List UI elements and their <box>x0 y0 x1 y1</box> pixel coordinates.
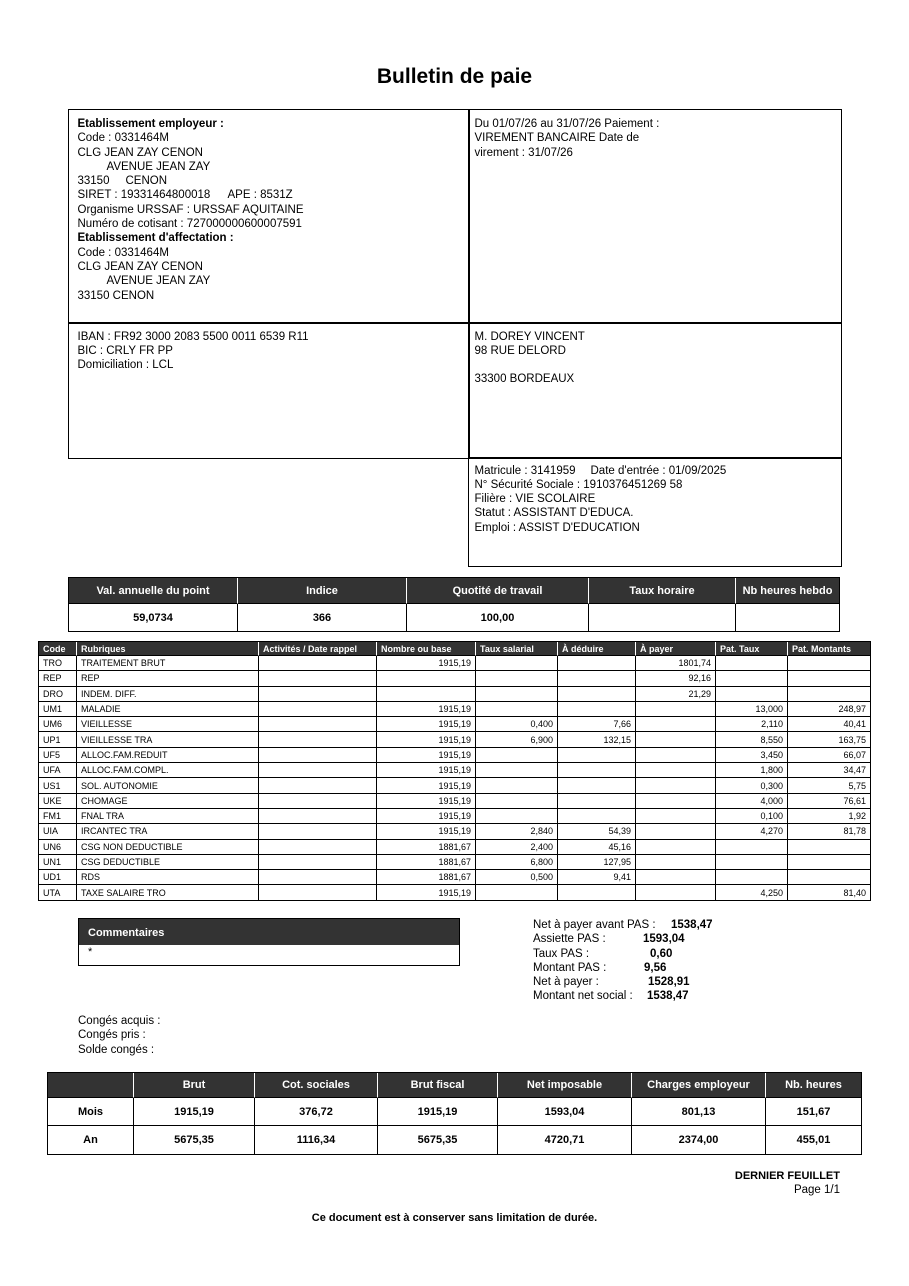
summary-header-cell: Brut fiscal <box>378 1073 498 1098</box>
a-deduire-cell <box>558 885 636 900</box>
pat-montant-cell: 5,75 <box>788 778 871 793</box>
employer-siret: SIRET : 19331464800018 <box>77 189 211 202</box>
pat-montant-cell <box>788 687 871 702</box>
taux-salarial-header: Taux salarial <box>476 642 558 656</box>
a-payer-cell <box>636 809 716 824</box>
leave-line: Congés pris : <box>78 1029 146 1042</box>
employer-name: CLG JEAN ZAY CENON <box>77 146 203 159</box>
leave-block <box>78 1014 160 1057</box>
a-deduire-cell: 132,15 <box>558 732 636 747</box>
a-payer-cell: 21,29 <box>636 687 716 702</box>
summary-row-label: Mois <box>48 1098 134 1126</box>
net-line <box>533 947 773 961</box>
summary-table <box>47 1072 862 1155</box>
activite-cell <box>259 855 377 870</box>
a-payer-cell <box>636 840 716 855</box>
rubrique-cell: FNAL TRA <box>77 809 259 824</box>
code-cell: UFA <box>39 763 77 778</box>
a-payer-cell: 1801,74 <box>636 656 716 671</box>
taux-salarial-cell <box>476 763 558 778</box>
base-cell: 1915,19 <box>377 702 476 717</box>
employee-name: M. DOREY VINCENT <box>474 330 585 343</box>
period-line: VIREMENT BANCAIRE Date de <box>474 132 640 145</box>
activite-cell <box>259 794 377 809</box>
a-deduire-cell <box>558 702 636 717</box>
a-payer-cell <box>636 748 716 763</box>
summary-value-cell: 4720,71 <box>498 1126 632 1155</box>
base-cell: 1915,19 <box>377 794 476 809</box>
taux-salarial-cell: 2,840 <box>476 824 558 839</box>
employer-box <box>68 109 470 324</box>
summary-value-cell: 1593,04 <box>498 1098 632 1126</box>
assignment-name: CLG JEAN ZAY CENON <box>77 260 203 273</box>
pat-montant-cell: 1,92 <box>788 809 871 824</box>
code-cell: REP <box>39 671 77 686</box>
base-cell: 1915,19 <box>377 732 476 747</box>
indices-header-cell: Val. annuelle du point <box>69 578 238 604</box>
payroll-row <box>39 702 871 717</box>
pat-taux-cell: 2,110 <box>716 717 788 732</box>
base-cell <box>377 687 476 702</box>
pat-taux-cell: 1,800 <box>716 763 788 778</box>
payroll-row <box>39 855 871 870</box>
entry-date: Date d'entrée : 01/09/2025 <box>590 464 727 477</box>
pat-montant-header: Pat. Montants <box>788 642 871 656</box>
iban: IBAN : FR92 3000 2083 5500 0011 6539 R11 <box>77 330 309 343</box>
summary-row <box>48 1126 862 1155</box>
net-line <box>533 918 773 932</box>
activite-cell <box>259 778 377 793</box>
activite-cell <box>259 763 377 778</box>
summary-table-body <box>48 1098 862 1155</box>
pat-montant-cell: 81,78 <box>788 824 871 839</box>
a-deduire-cell: 54,39 <box>558 824 636 839</box>
indices-header-cell: Quotité de travail <box>407 578 589 604</box>
code-cell: UD1 <box>39 870 77 885</box>
payroll-row <box>39 732 871 747</box>
activite-cell <box>259 748 377 763</box>
summary-value-cell: 376,72 <box>255 1098 378 1126</box>
net-value: 1593,04 <box>643 933 685 946</box>
code-cell: UKE <box>39 794 77 809</box>
code-cell: US1 <box>39 778 77 793</box>
a-payer-cell <box>636 732 716 747</box>
activite-cell <box>259 809 377 824</box>
activite-cell <box>259 702 377 717</box>
taux-salarial-cell: 2,400 <box>476 840 558 855</box>
indices-table <box>68 577 840 632</box>
pat-montant-cell <box>788 870 871 885</box>
a-deduire-cell <box>558 763 636 778</box>
activite-cell <box>259 824 377 839</box>
pat-montant-cell <box>788 840 871 855</box>
activite-cell <box>259 840 377 855</box>
indices-value-cell: 59,0734 <box>69 604 238 632</box>
payroll-row <box>39 671 871 686</box>
net-value: 0,60 <box>650 947 673 960</box>
a-payer-cell <box>636 702 716 717</box>
summary-row <box>48 1098 862 1126</box>
activite-cell <box>259 687 377 702</box>
a-deduire-cell: 7,66 <box>558 717 636 732</box>
leave-line: Congés acquis : <box>78 1015 161 1027</box>
employer-street: AVENUE JEAN ZAY <box>106 160 211 173</box>
payroll-row <box>39 687 871 702</box>
summary-header-cell: Brut <box>134 1073 255 1098</box>
assignment-code: Code : 0331464M <box>77 246 169 259</box>
a-deduire-cell: 127,95 <box>558 855 636 870</box>
indices-value-cell <box>589 604 736 632</box>
employer-heading: Etablissement employeur : <box>77 118 224 130</box>
taux-salarial-cell <box>476 702 558 717</box>
matricule-line <box>475 464 841 478</box>
net-value: 1538,47 <box>671 919 713 931</box>
a-deduire-cell <box>558 809 636 824</box>
indices-value-cell: 366 <box>238 604 407 632</box>
pat-taux-cell <box>716 870 788 885</box>
summary-value-cell: 5675,35 <box>378 1126 498 1155</box>
taux-salarial-cell <box>476 885 558 900</box>
assignment-heading: Etablissement d'affectation : <box>77 232 234 245</box>
a-deduire-header: À déduire <box>558 642 636 656</box>
payroll-row <box>39 870 871 885</box>
employment-details-box <box>468 457 842 567</box>
code-cell: FM1 <box>39 809 77 824</box>
base-cell: 1915,19 <box>377 656 476 671</box>
base-cell: 1915,19 <box>377 809 476 824</box>
rubrique-cell: CHOMAGE <box>77 794 259 809</box>
activite-cell <box>259 717 377 732</box>
taux-salarial-cell: 0,500 <box>476 870 558 885</box>
a-payer-cell <box>636 824 716 839</box>
net-label: Net à payer : <box>533 976 599 989</box>
summary-value-cell: 151,67 <box>766 1098 862 1126</box>
indices-header-row <box>69 578 840 604</box>
taux-salarial-cell <box>476 778 558 793</box>
rubrique-cell: TRAITEMENT BRUT <box>77 656 259 671</box>
statut: Statut : ASSISTANT D'EDUCA. <box>474 507 634 520</box>
code-cell: UIA <box>39 824 77 839</box>
last-sheet-label: DERNIER FEUILLET <box>734 1170 840 1182</box>
pat-montant-cell: 81,40 <box>788 885 871 900</box>
social-security-number: N° Sécurité Sociale : 1910376451269 58 <box>474 478 683 491</box>
pat-taux-cell <box>716 855 788 870</box>
payroll-row <box>39 656 871 671</box>
payroll-lines-table <box>38 641 871 901</box>
rubrique-cell: VIEILLESSE TRA <box>77 732 259 747</box>
indices-table-body <box>69 604 840 632</box>
bic: BIC : CRLY FR PP <box>77 344 173 357</box>
employer-code: Code : 0331464M <box>77 132 169 145</box>
base-cell: 1915,19 <box>377 885 476 900</box>
summary-value-cell: 5675,35 <box>134 1126 255 1155</box>
filiere: Filière : VIE SCOLAIRE <box>474 493 596 506</box>
payment-period-text <box>475 117 841 160</box>
rubrique-cell: CSG NON DEDUCTIBLE <box>77 840 259 855</box>
net-label: Montant net social : <box>533 990 633 1003</box>
code-cell: UTA <box>39 885 77 900</box>
rubrique-cell: ALLOC.FAM.COMPL. <box>77 763 259 778</box>
activite-cell <box>259 870 377 885</box>
employer-city-line <box>78 174 469 188</box>
payroll-row <box>39 794 871 809</box>
code-header: Code <box>39 642 77 656</box>
pat-taux-cell: 8,550 <box>716 732 788 747</box>
base-cell: 1915,19 <box>377 717 476 732</box>
a-deduire-cell <box>558 671 636 686</box>
rubrique-cell: MALADIE <box>77 702 259 717</box>
a-payer-cell <box>636 778 716 793</box>
payroll-row <box>39 840 871 855</box>
a-payer-cell <box>636 855 716 870</box>
a-deduire-cell: 9,41 <box>558 870 636 885</box>
pat-montant-cell <box>788 855 871 870</box>
a-payer-header: À payer <box>636 642 716 656</box>
net-value: 1538,47 <box>647 990 689 1003</box>
employer-urssaf: Organisme URSSAF : URSSAF AQUITAINE <box>77 203 304 216</box>
pat-taux-cell <box>716 840 788 855</box>
payroll-row <box>39 809 871 824</box>
pat-taux-cell <box>716 687 788 702</box>
code-cell: UF5 <box>39 748 77 763</box>
pat-montant-cell: 248,97 <box>788 702 871 717</box>
net-label: Taux PAS : <box>533 947 590 960</box>
rubrique-cell: VIEILLESSE <box>77 717 259 732</box>
document-title: Bulletin de paie <box>376 65 533 88</box>
indices-value-cell: 100,00 <box>407 604 589 632</box>
net-line <box>533 975 773 989</box>
pat-taux-cell <box>716 671 788 686</box>
payroll-row <box>39 748 871 763</box>
payroll-table-head <box>39 642 871 656</box>
a-deduire-cell <box>558 748 636 763</box>
base-cell: 1915,19 <box>377 824 476 839</box>
leave-line: Solde congés : <box>78 1043 155 1056</box>
net-label: Net à payer avant PAS : <box>533 919 656 931</box>
base-header: Nombre ou base <box>377 642 476 656</box>
employee-street: 98 RUE DELORD <box>474 344 566 357</box>
indices-header-cell: Indice <box>238 578 407 604</box>
payroll-row <box>39 824 871 839</box>
indices-header-cell: Taux horaire <box>589 578 736 604</box>
employer-ape: APE : 8531Z <box>227 189 293 202</box>
base-cell: 1915,19 <box>377 748 476 763</box>
base-cell: 1915,19 <box>377 763 476 778</box>
pat-taux-cell: 0,100 <box>716 809 788 824</box>
activite-cell <box>259 732 377 747</box>
net-label: Assiette PAS : <box>533 933 606 946</box>
taux-salarial-cell <box>476 687 558 702</box>
pat-montant-cell: 163,75 <box>788 732 871 747</box>
indices-value-cell <box>736 604 840 632</box>
pat-taux-cell: 13,000 <box>716 702 788 717</box>
rubrique-cell: RDS <box>77 870 259 885</box>
comments-box <box>78 918 460 966</box>
net-value: 1528,91 <box>648 976 690 989</box>
taux-salarial-cell: 6,900 <box>476 732 558 747</box>
code-cell: DRO <box>39 687 77 702</box>
payroll-row <box>39 717 871 732</box>
base-cell: 1881,67 <box>377 840 476 855</box>
period-line: Du 01/07/26 au 31/07/26 Paiement : <box>474 118 660 130</box>
taux-salarial-cell: 6,800 <box>476 855 558 870</box>
pat-taux-cell: 0,300 <box>716 778 788 793</box>
activite-cell <box>259 656 377 671</box>
summary-value-cell: 2374,00 <box>632 1126 766 1155</box>
assignment-city: 33150 CENON <box>77 289 155 302</box>
net-pay-block <box>533 918 773 1004</box>
summary-value-cell: 1915,19 <box>378 1098 498 1126</box>
employee-city: 33300 BORDEAUX <box>474 373 575 386</box>
summary-value-cell: 801,13 <box>632 1098 766 1126</box>
indices-header-cell: Nb heures hebdo <box>736 578 840 604</box>
pat-taux-cell: 4,270 <box>716 824 788 839</box>
pat-taux-cell <box>716 656 788 671</box>
a-deduire-cell <box>558 794 636 809</box>
matricule: Matricule : 3141959 <box>474 464 576 477</box>
summary-row-label: An <box>48 1126 134 1155</box>
bank-domiciliation: Domiciliation : LCL <box>77 359 174 372</box>
activite-header: Activités / Date rappel <box>259 642 377 656</box>
summary-corner-header <box>48 1073 134 1098</box>
net-line <box>533 961 773 975</box>
employer-town: CENON <box>125 175 168 188</box>
net-value: 9,56 <box>644 961 667 974</box>
code-cell: UN6 <box>39 840 77 855</box>
pat-taux-cell: 3,450 <box>716 748 788 763</box>
indices-table-head <box>69 578 840 604</box>
summary-table-head <box>48 1073 862 1098</box>
payroll-row <box>39 778 871 793</box>
pat-taux-cell: 4,000 <box>716 794 788 809</box>
rubrique-cell: SOL. AUTONOMIE <box>77 778 259 793</box>
pat-montant-cell: 40,41 <box>788 717 871 732</box>
rubrique-cell: CSG DEDUCTIBLE <box>77 855 259 870</box>
pat-taux-cell: 4,250 <box>716 885 788 900</box>
employee-address-box <box>468 322 842 459</box>
summary-header-row <box>48 1073 862 1098</box>
base-cell: 1881,67 <box>377 870 476 885</box>
payroll-table-body <box>39 656 871 901</box>
pat-montant-cell: 66,07 <box>788 748 871 763</box>
summary-value-cell: 455,01 <box>766 1126 862 1155</box>
taux-salarial-cell <box>476 794 558 809</box>
employer-postal-code: 33150 <box>77 175 110 188</box>
net-line <box>533 989 773 1003</box>
summary-header-cell: Nb. heures <box>766 1073 862 1098</box>
pat-taux-header: Pat. Taux <box>716 642 788 656</box>
summary-value-cell: 1116,34 <box>255 1126 378 1155</box>
code-cell: UP1 <box>39 732 77 747</box>
page-number: Page 1/1 <box>793 1184 840 1196</box>
base-cell <box>377 671 476 686</box>
comments-text: * <box>88 946 93 958</box>
emploi: Emploi : ASSIST D'EDUCATION <box>474 521 640 534</box>
base-cell: 1881,67 <box>377 855 476 870</box>
payment-period-box <box>468 109 842 324</box>
rubrique-cell: INDEM. DIFF. <box>77 687 259 702</box>
activite-cell <box>259 671 377 686</box>
period-line: virement : 31/07/26 <box>474 146 573 159</box>
employer-cotisant-number: Numéro de cotisant : 727000000600007591 <box>77 218 302 231</box>
a-payer-cell: 92,16 <box>636 671 716 686</box>
employer-siret-line <box>78 188 469 202</box>
code-cell: UM6 <box>39 717 77 732</box>
a-deduire-cell <box>558 778 636 793</box>
a-payer-cell <box>636 717 716 732</box>
taux-salarial-cell <box>476 748 558 763</box>
rubrique-cell: IRCANTEC TRA <box>77 824 259 839</box>
comments-title: Commentaires <box>79 919 459 945</box>
a-deduire-cell <box>558 687 636 702</box>
rubrique-cell: TAXE SALAIRE TRO <box>77 885 259 900</box>
rubrique-header: Rubriques <box>77 642 259 656</box>
pat-montant-cell <box>788 656 871 671</box>
a-payer-cell <box>636 794 716 809</box>
pat-montant-cell <box>788 671 871 686</box>
net-label: Montant PAS : <box>533 961 607 974</box>
summary-value-cell: 1915,19 <box>134 1098 255 1126</box>
a-payer-cell <box>636 763 716 778</box>
retention-notice: Ce document est à conserver sans limitation de durée. <box>311 1212 598 1224</box>
taux-salarial-cell <box>476 656 558 671</box>
taux-salarial-cell <box>476 671 558 686</box>
rubrique-cell: ALLOC.FAM.REDUIT <box>77 748 259 763</box>
bank-details-box <box>68 322 470 459</box>
taux-salarial-cell: 0,400 <box>476 717 558 732</box>
payroll-header-row <box>39 642 871 656</box>
summary-header-cell: Charges employeur <box>632 1073 766 1098</box>
net-line <box>533 932 773 946</box>
a-deduire-cell: 45,16 <box>558 840 636 855</box>
assignment-street: AVENUE JEAN ZAY <box>106 275 211 288</box>
code-cell: UN1 <box>39 855 77 870</box>
a-payer-cell <box>636 885 716 900</box>
a-deduire-cell <box>558 656 636 671</box>
payroll-row <box>39 885 871 900</box>
rubrique-cell: REP <box>77 671 259 686</box>
indices-value-row <box>69 604 840 632</box>
activite-cell <box>259 885 377 900</box>
code-cell: UM1 <box>39 702 77 717</box>
pat-montant-cell: 76,61 <box>788 794 871 809</box>
base-cell: 1915,19 <box>377 778 476 793</box>
payroll-row <box>39 763 871 778</box>
pat-montant-cell: 34,47 <box>788 763 871 778</box>
a-payer-cell <box>636 870 716 885</box>
summary-header-cell: Cot. sociales <box>255 1073 378 1098</box>
taux-salarial-cell <box>476 809 558 824</box>
code-cell: TRO <box>39 656 77 671</box>
summary-header-cell: Net imposable <box>498 1073 632 1098</box>
